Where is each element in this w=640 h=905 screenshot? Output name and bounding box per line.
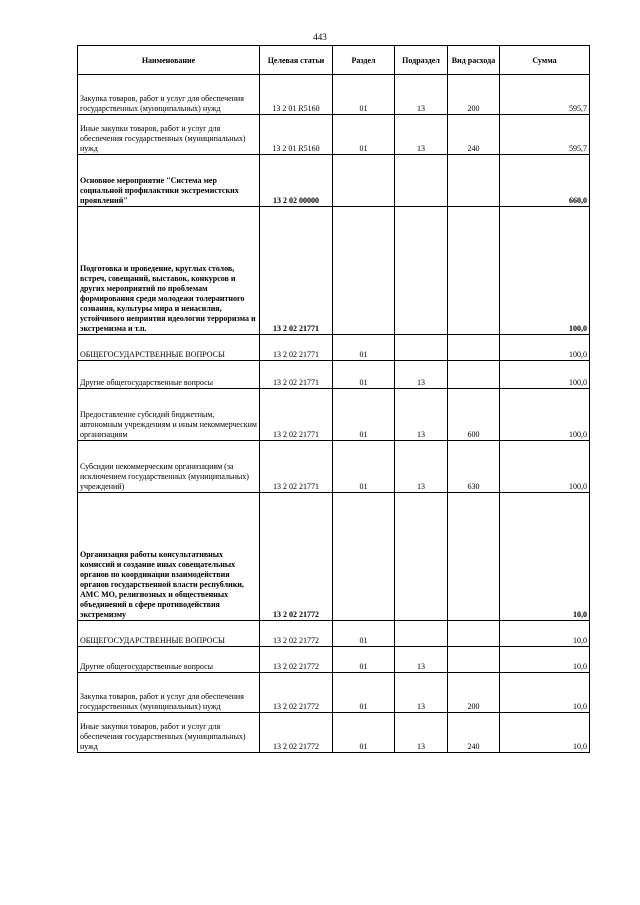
header-amount: Сумма (500, 46, 590, 75)
row-subsection: 13 (395, 441, 448, 493)
row-target-code: 13 2 02 21771 (260, 361, 333, 389)
row-amount: 10,0 (500, 621, 590, 647)
row-amount: 100,0 (500, 335, 590, 361)
row-name: Закупка товаров, работ и услуг для обеспечения государственных (муниципальных) нужд (78, 673, 260, 713)
row-expense-type (448, 621, 500, 647)
row-subsection: 13 (395, 361, 448, 389)
row-target-code: 13 2 01 R5160 (260, 115, 333, 155)
table-row (78, 493, 590, 621)
row-name: Другие общегосударственные вопросы (78, 361, 260, 389)
row-name: ОБЩЕГОСУДАРСТВЕННЫЕ ВОПРОСЫ (78, 621, 260, 647)
table-row (78, 621, 590, 647)
row-target-code: 13 2 02 21771 (260, 335, 333, 361)
header-section: Раздел (333, 46, 395, 75)
header-target-article: Целевая статьи (260, 46, 333, 75)
budget-table (77, 45, 590, 753)
table-row (78, 361, 590, 389)
table-row (78, 441, 590, 493)
row-section: 01 (333, 647, 395, 673)
row-target-code: 13 2 02 21772 (260, 647, 333, 673)
row-name: Иные закупки товаров, работ и услуг для обеспечения государственных (муниципальных) нужд (78, 115, 260, 155)
table-row (78, 207, 590, 335)
row-section: 01 (333, 361, 395, 389)
row-name: Другие общегосударственные вопросы (78, 647, 260, 673)
row-section: 01 (333, 713, 395, 753)
row-amount: 100,0 (500, 207, 590, 335)
row-target-code: 13 2 02 21772 (260, 673, 333, 713)
table-row (78, 155, 590, 207)
row-amount: 660,0 (500, 155, 590, 207)
row-name: ОБЩЕГОСУДАРСТВЕННЫЕ ВОПРОСЫ (78, 335, 260, 361)
row-expense-type (448, 155, 500, 207)
row-subsection (395, 207, 448, 335)
row-subsection: 13 (395, 389, 448, 441)
row-target-code: 13 2 02 00000 (260, 155, 333, 207)
row-section: 01 (333, 621, 395, 647)
row-expense-type: 630 (448, 441, 500, 493)
table-row (78, 389, 590, 441)
row-name: Организация работы консультативных комиссий и создание иных совещательных органов по координации взаимодействия органов государственной власти республики, АМС МО, религиозных и общественных объединений в сфере противодействия экстремизму (78, 493, 260, 621)
row-amount: 100,0 (500, 441, 590, 493)
row-subsection: 13 (395, 673, 448, 713)
row-subsection: 13 (395, 713, 448, 753)
row-expense-type (448, 335, 500, 361)
row-subsection (395, 621, 448, 647)
table-row (78, 335, 590, 361)
row-name: Основное мероприятие "Система мер социальной профилактики экстремистских проявлений" (78, 155, 260, 207)
row-name: Подготовка и проведение, круглых столов, встреч, совещаний, выставок, конкурсов и других мероприятий по проблемам формирования среди молодежи толерантного сознания, культуры мира и ненасилия, устойчивого неприятия идеологии терроризма и экстремизма и т.п. (78, 207, 260, 335)
table-row (78, 647, 590, 673)
row-target-code: 13 2 02 21771 (260, 389, 333, 441)
row-section: 01 (333, 115, 395, 155)
row-section: 01 (333, 673, 395, 713)
row-amount: 10,0 (500, 713, 590, 753)
row-amount: 595,7 (500, 75, 590, 115)
row-subsection: 13 (395, 647, 448, 673)
row-section: 01 (333, 335, 395, 361)
header-subsection: Подраздел (395, 46, 448, 75)
row-name: Предоставление субсидий бюджетным, автономным учреждениям и иным некоммерческим организациям (78, 389, 260, 441)
row-section (333, 207, 395, 335)
row-name: Субсидии некоммерческим организациям (за исключением государственных (муниципальных) учреждений) (78, 441, 260, 493)
row-expense-type: 200 (448, 673, 500, 713)
row-expense-type (448, 207, 500, 335)
row-section: 01 (333, 441, 395, 493)
row-section: 01 (333, 75, 395, 115)
row-section: 01 (333, 389, 395, 441)
row-target-code: 13 2 01 R5160 (260, 75, 333, 115)
row-subsection: 13 (395, 115, 448, 155)
row-amount: 10,0 (500, 673, 590, 713)
row-amount: 100,0 (500, 361, 590, 389)
row-target-code: 13 2 02 21772 (260, 713, 333, 753)
page-number: 443 (313, 32, 327, 42)
row-amount: 10,0 (500, 647, 590, 673)
row-subsection (395, 493, 448, 621)
table-row (78, 713, 590, 753)
header-name: Наименование (78, 46, 260, 75)
row-name: Иные закупки товаров, работ и услуг для обеспечения государственных (муниципальных) нужд (78, 713, 260, 753)
row-target-code: 13 2 02 21771 (260, 441, 333, 493)
row-amount: 100,0 (500, 389, 590, 441)
table-row (78, 673, 590, 713)
row-target-code: 13 2 02 21772 (260, 621, 333, 647)
row-expense-type (448, 361, 500, 389)
row-expense-type: 600 (448, 389, 500, 441)
table-row (78, 115, 590, 155)
row-amount: 10,0 (500, 493, 590, 621)
table-row (78, 75, 590, 115)
row-expense-type (448, 647, 500, 673)
header-expense-type: Вид расхода (448, 46, 500, 75)
row-section (333, 155, 395, 207)
row-expense-type (448, 493, 500, 621)
row-subsection (395, 155, 448, 207)
row-target-code: 13 2 02 21772 (260, 493, 333, 621)
row-target-code: 13 2 02 21771 (260, 207, 333, 335)
row-expense-type: 200 (448, 75, 500, 115)
row-name: Закупка товаров, работ и услуг для обеспечения государственных (муниципальных) нужд (78, 75, 260, 115)
row-subsection: 13 (395, 75, 448, 115)
row-subsection (395, 335, 448, 361)
row-expense-type: 240 (448, 713, 500, 753)
row-expense-type: 240 (448, 115, 500, 155)
row-section (333, 493, 395, 621)
row-amount: 595,7 (500, 115, 590, 155)
table-header-row (78, 46, 590, 75)
